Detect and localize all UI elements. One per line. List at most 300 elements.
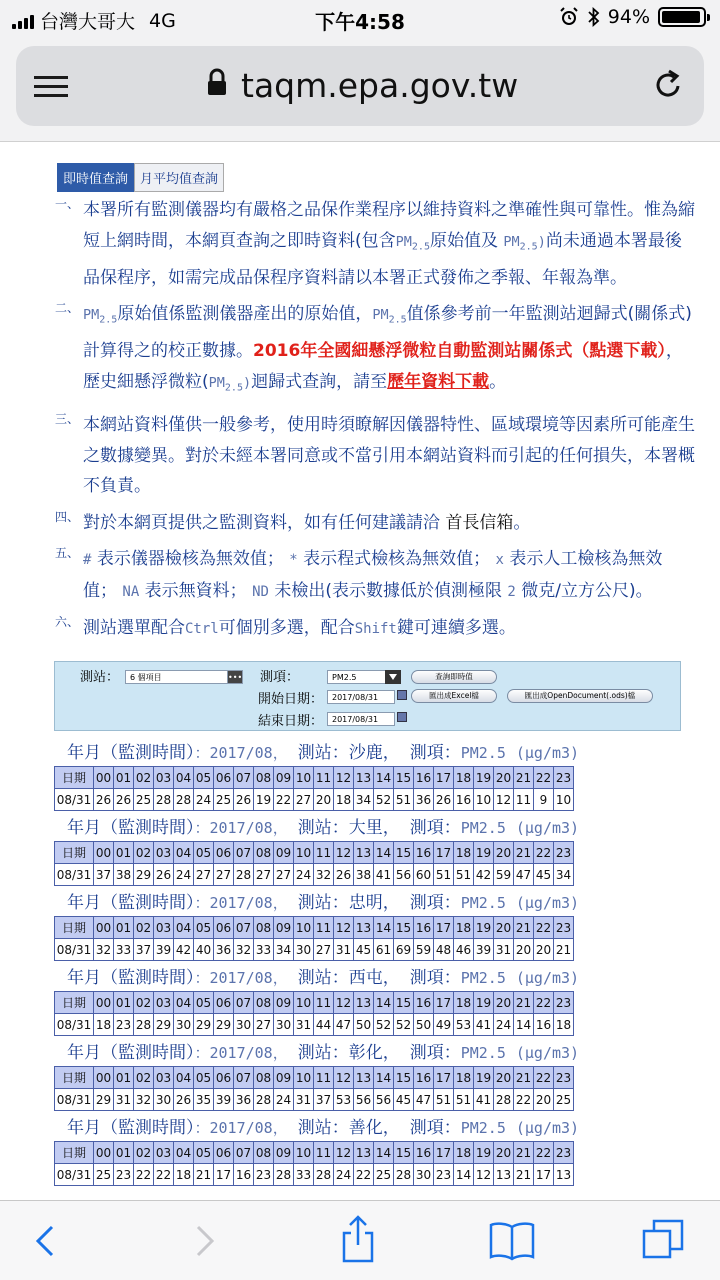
- hour-column-header: 02: [134, 1142, 154, 1164]
- tabs-icon[interactable]: [640, 1217, 686, 1263]
- hour-column-header: 17: [434, 1067, 454, 1089]
- value-cell: 27: [294, 789, 314, 811]
- hour-column-header: 22: [534, 767, 554, 789]
- hour-column-header: 06: [214, 842, 234, 864]
- value-cell: 25: [134, 789, 154, 811]
- alarm-icon: [559, 7, 579, 27]
- hour-column-header: 04: [174, 767, 194, 789]
- pm25-table: [54, 841, 574, 886]
- value-cell: 28: [154, 789, 174, 811]
- value-cell: 42: [174, 939, 194, 961]
- value-cell: 32: [134, 1089, 154, 1111]
- hour-column-header: 13: [354, 992, 374, 1014]
- value-cell: 18: [94, 1014, 114, 1036]
- hour-column-header: 05: [194, 842, 214, 864]
- hour-column-header: 16: [414, 1067, 434, 1089]
- value-cell: 46: [454, 939, 474, 961]
- station-name: 善化: [348, 1118, 383, 1138]
- heading-part: 測項：: [409, 818, 461, 838]
- note-text: 尚未通過本署最後品保程序，如需完成品保程序資料請以本署正式發佈之季報、年報為準。: [83, 230, 682, 288]
- heading-part: 測項：: [409, 968, 461, 988]
- note-text: 原始值係監測儀器產出的原始值，: [117, 304, 373, 325]
- hour-column-header: 10: [294, 992, 314, 1014]
- value-cell: 9: [534, 789, 554, 811]
- value-cell: 24: [334, 1164, 354, 1186]
- note-6: [55, 613, 695, 645]
- hour-column-header: 03: [154, 1067, 174, 1089]
- value-cell: 52: [394, 1014, 414, 1036]
- value-cell: 37: [134, 939, 154, 961]
- date-cell: 08/31: [55, 1164, 94, 1186]
- status-right: [559, 6, 706, 28]
- date-cell: 08/31: [55, 1014, 94, 1036]
- hour-column-header: 15: [394, 917, 414, 939]
- heading-part: ，: [382, 1043, 400, 1063]
- hour-column-header: 09: [274, 767, 294, 789]
- value-cell: 33: [294, 1164, 314, 1186]
- value-cell: 20: [534, 1089, 554, 1111]
- value-cell: 47: [334, 1014, 354, 1036]
- value-cell: 45: [534, 864, 554, 886]
- table-header-row: [55, 1067, 574, 1089]
- value-cell: 35: [194, 1089, 214, 1111]
- value-cell: 38: [354, 864, 374, 886]
- hour-column-header: 00: [94, 767, 114, 789]
- heading-part: 測站：: [297, 893, 349, 913]
- note-text: 表示人工檢核為無效值；: [83, 549, 663, 601]
- value-cell: 31: [114, 1089, 134, 1111]
- value-cell: 22: [134, 1164, 154, 1186]
- value-cell: 14: [514, 1014, 534, 1036]
- table-header-row: [55, 842, 574, 864]
- hour-column-header: 12: [334, 842, 354, 864]
- note-text: 迴歸式查詢，請至: [251, 371, 388, 392]
- value-cell: 27: [194, 864, 214, 886]
- hour-column-header: 02: [134, 917, 154, 939]
- value-cell: 59: [494, 864, 514, 886]
- date-column-header: 日期: [55, 842, 94, 864]
- heading-part: (μg/m3): [515, 744, 580, 762]
- battery-icon: [658, 7, 706, 27]
- hour-column-header: 13: [354, 842, 374, 864]
- heading-part: 年月（監測時間）: [67, 968, 195, 988]
- hour-column-header: 16: [414, 917, 434, 939]
- hour-column-header: 11: [314, 1142, 334, 1164]
- hour-column-header: 21: [514, 1142, 534, 1164]
- hour-column-header: 06: [214, 992, 234, 1014]
- hour-column-header: 10: [294, 767, 314, 789]
- value-cell: 22: [514, 1089, 534, 1111]
- value-cell: 12: [474, 1164, 494, 1186]
- pm25-table: [54, 766, 574, 811]
- hour-column-header: 12: [334, 992, 354, 1014]
- lock-icon: [206, 68, 228, 98]
- hour-column-header: 01: [114, 842, 134, 864]
- value-cell: 18: [554, 1014, 574, 1036]
- export-excel-button[interactable]: 匯出成Excel檔: [411, 689, 497, 703]
- browser-toolbar: [0, 1200, 720, 1280]
- calendar-icon[interactable]: [397, 712, 407, 722]
- value-cell: 26: [154, 864, 174, 886]
- hour-column-header: 06: [214, 917, 234, 939]
- value-cell: 22: [274, 789, 294, 811]
- hour-column-header: 04: [174, 842, 194, 864]
- value-cell: 48: [434, 939, 454, 961]
- hour-column-header: 07: [234, 767, 254, 789]
- hour-column-header: 20: [494, 842, 514, 864]
- address-bar[interactable]: [16, 46, 704, 126]
- hour-column-header: 23: [554, 767, 574, 789]
- heading-part: 測項：: [409, 893, 461, 913]
- hour-column-header: 23: [554, 1067, 574, 1089]
- value-cell: 25: [214, 789, 234, 811]
- hour-column-header: 07: [234, 1067, 254, 1089]
- hour-column-header: 15: [394, 1142, 414, 1164]
- heading-part: ，: [382, 1118, 400, 1138]
- hour-column-header: 09: [274, 1067, 294, 1089]
- hour-column-header: 15: [394, 842, 414, 864]
- hour-column-header: 20: [494, 1142, 514, 1164]
- value-cell: 34: [274, 939, 294, 961]
- value-cell: 23: [114, 1014, 134, 1036]
- symbol: NA: [122, 583, 140, 600]
- note-text: 值係參考前一年監測站迴歸式(關係式)計算得之的校正數據。: [83, 304, 692, 362]
- start-date-input[interactable]: 2017/08/31: [327, 690, 395, 704]
- back-icon[interactable]: [30, 1219, 60, 1263]
- station-block: [54, 815, 579, 890]
- heading-part: 年月（監測時間）: [67, 893, 195, 913]
- url-text[interactable]: taqm.epa.gov.tw: [241, 66, 519, 105]
- hour-column-header: 04: [174, 917, 194, 939]
- end-date-input[interactable]: 2017/08/31: [327, 712, 395, 726]
- calendar-icon[interactable]: [397, 690, 407, 700]
- station-name: 西屯: [348, 968, 383, 988]
- hour-column-header: 03: [154, 842, 174, 864]
- date-column-header: 日期: [55, 767, 94, 789]
- hour-column-header: 00: [94, 1142, 114, 1164]
- reload-icon[interactable]: [652, 68, 684, 102]
- export-ods-button[interactable]: 匯出成OpenDocument(.ods)檔: [507, 689, 653, 703]
- hour-column-header: 18: [454, 917, 474, 939]
- value-cell: 25: [374, 1164, 394, 1186]
- station-name: 忠明: [348, 893, 383, 913]
- value-cell: 28: [254, 1089, 274, 1111]
- note-3: [55, 410, 695, 502]
- hamburger-icon[interactable]: [34, 76, 68, 103]
- value-cell: 51: [454, 864, 474, 886]
- value-cell: 28: [234, 864, 254, 886]
- hour-column-header: 23: [554, 992, 574, 1014]
- hour-column-header: 23: [554, 842, 574, 864]
- station-heading: [54, 890, 579, 916]
- hour-column-header: 08: [254, 767, 274, 789]
- heading-part: PM2.5: [460, 969, 506, 987]
- hour-column-header: 05: [194, 767, 214, 789]
- heading-part: (μg/m3): [515, 1044, 580, 1062]
- value-cell: 32: [234, 939, 254, 961]
- hour-column-header: 14: [374, 1142, 394, 1164]
- pm25-table: [54, 1066, 574, 1111]
- hour-column-header: 10: [294, 842, 314, 864]
- hour-column-header: 19: [474, 1067, 494, 1089]
- value-cell: 18: [174, 1164, 194, 1186]
- value-cell: 47: [514, 864, 534, 886]
- value-cell: 11: [514, 789, 534, 811]
- note-2: [55, 299, 695, 404]
- hour-column-header: 02: [134, 992, 154, 1014]
- value-cell: 23: [114, 1164, 134, 1186]
- heading-part: 年月（監測時間）: [67, 818, 195, 838]
- carrier-name: 台灣大哥大: [40, 11, 136, 33]
- hour-column-header: 12: [334, 917, 354, 939]
- date-cell: 08/31: [55, 939, 94, 961]
- chevron-down-icon[interactable]: [385, 670, 401, 684]
- hour-column-header: 12: [334, 767, 354, 789]
- value-cell: 39: [474, 939, 494, 961]
- date-column-header: 日期: [55, 1142, 94, 1164]
- hour-column-header: 19: [474, 842, 494, 864]
- item-select[interactable]: PM2.5: [327, 670, 401, 684]
- station-block: [54, 965, 579, 1040]
- value-cell: 27: [274, 864, 294, 886]
- heading-part: ，: [382, 818, 400, 838]
- date-cell: 08/31: [55, 789, 94, 811]
- value-cell: 53: [334, 1089, 354, 1111]
- heading-part: PM2.5: [460, 1119, 506, 1137]
- bookmarks-icon[interactable]: [488, 1219, 536, 1263]
- value-cell: 32: [94, 939, 114, 961]
- value-cell: 30: [274, 1014, 294, 1036]
- heading-part: 年月（監測時間）: [67, 1118, 195, 1138]
- note-text: 對於本網頁提供之監測資料，如有任何建議請洽: [83, 512, 440, 533]
- heading-part: ：2017/08，: [194, 969, 288, 987]
- value-cell: 40: [194, 939, 214, 961]
- hour-column-header: 01: [114, 992, 134, 1014]
- note-text: ，歷史細懸浮微粒(: [83, 341, 683, 392]
- value-cell: 26: [434, 789, 454, 811]
- hour-column-header: 14: [374, 917, 394, 939]
- tab-realtime[interactable]: 即時值查詢: [57, 163, 134, 192]
- notice-list: [55, 195, 695, 645]
- table-header-row: [55, 992, 574, 1014]
- heading-part: 測項：: [409, 743, 461, 763]
- date-cell: 08/31: [55, 864, 94, 886]
- forward-icon[interactable]: [190, 1219, 220, 1263]
- value-cell: 31: [494, 939, 514, 961]
- hour-column-header: 18: [454, 767, 474, 789]
- value-cell: 24: [194, 789, 214, 811]
- heading-part: (μg/m3): [515, 894, 580, 912]
- hour-column-header: 00: [94, 917, 114, 939]
- station-name: 大里: [348, 818, 383, 838]
- hour-column-header: 11: [314, 992, 334, 1014]
- hour-column-header: 05: [194, 992, 214, 1014]
- data-blocks: [54, 740, 579, 1190]
- heading-part: PM2.5: [460, 819, 506, 837]
- value-cell: 33: [254, 939, 274, 961]
- director-mailbox-link[interactable]: 首長信箱: [445, 512, 514, 533]
- value-cell: 59: [414, 939, 434, 961]
- value-cell: 37: [94, 864, 114, 886]
- value-cell: 39: [214, 1089, 234, 1111]
- item-label: 測項：: [260, 670, 300, 685]
- station-select[interactable]: 6 個項目: [125, 670, 243, 684]
- date-column-header: 日期: [55, 917, 94, 939]
- query-button[interactable]: 查詢即時值: [411, 670, 497, 684]
- value-cell: 45: [394, 1089, 414, 1111]
- value-cell: 49: [434, 1014, 454, 1036]
- hour-column-header: 12: [334, 1067, 354, 1089]
- hour-column-header: 16: [414, 992, 434, 1014]
- value-cell: 24: [274, 1089, 294, 1111]
- hour-column-header: 00: [94, 842, 114, 864]
- value-cell: 24: [294, 864, 314, 886]
- pm25-table: [54, 916, 574, 961]
- value-cell: 26: [234, 789, 254, 811]
- share-icon[interactable]: [338, 1215, 378, 1265]
- hour-column-header: 04: [174, 1067, 194, 1089]
- value-cell: 50: [414, 1014, 434, 1036]
- key-name: Shift: [354, 621, 397, 638]
- heading-part: (μg/m3): [515, 1119, 580, 1137]
- hour-column-header: 05: [194, 917, 214, 939]
- hour-column-header: 01: [114, 917, 134, 939]
- value-cell: 21: [554, 939, 574, 961]
- heading-part: 測站：: [297, 743, 349, 763]
- value-cell: 37: [314, 1089, 334, 1111]
- symbol: #: [83, 552, 92, 569]
- value-cell: 16: [234, 1164, 254, 1186]
- historical-data-link[interactable]: 歷年資料下載: [387, 371, 490, 392]
- value-cell: 25: [94, 1164, 114, 1186]
- station-heading: [54, 815, 579, 841]
- value-cell: 56: [374, 1089, 394, 1111]
- hour-column-header: 06: [214, 1067, 234, 1089]
- value-cell: 23: [254, 1164, 274, 1186]
- hour-column-header: 22: [534, 842, 554, 864]
- note-text: 未檢出(表示數據低於偵測極限: [274, 580, 502, 601]
- value-cell: 29: [194, 1014, 214, 1036]
- hour-column-header: 19: [474, 992, 494, 1014]
- hour-column-header: 08: [254, 842, 274, 864]
- hour-column-header: 15: [394, 1067, 414, 1089]
- value-cell: 56: [394, 864, 414, 886]
- value-cell: 36: [414, 789, 434, 811]
- heading-part: 測站：: [297, 968, 349, 988]
- heading-part: 年月（監測時間）: [67, 1043, 195, 1063]
- hour-column-header: 22: [534, 1067, 554, 1089]
- hour-column-header: 22: [534, 917, 554, 939]
- value-cell: 30: [234, 1014, 254, 1036]
- heading-part: (μg/m3): [515, 819, 580, 837]
- value-cell: 21: [194, 1164, 214, 1186]
- note-1: [55, 195, 695, 293]
- value-cell: 16: [534, 1014, 554, 1036]
- hour-column-header: 10: [294, 1067, 314, 1089]
- value-cell: 34: [554, 864, 574, 886]
- value-cell: 24: [174, 864, 194, 886]
- value-cell: 23: [434, 1164, 454, 1186]
- key-name: Ctrl: [185, 621, 219, 638]
- query-tabs: [57, 163, 224, 192]
- value-cell: 41: [374, 864, 394, 886]
- value-cell: 31: [294, 1089, 314, 1111]
- value-cell: 38: [114, 864, 134, 886]
- hour-column-header: 06: [214, 767, 234, 789]
- hour-column-header: 07: [234, 842, 254, 864]
- hour-column-header: 18: [454, 842, 474, 864]
- query-form: [54, 661, 681, 731]
- note-number: 一、: [55, 197, 80, 211]
- more-icon[interactable]: •••: [227, 670, 243, 684]
- hour-column-header: 08: [254, 992, 274, 1014]
- hour-column-header: 09: [274, 917, 294, 939]
- value-cell: 26: [114, 789, 134, 811]
- value-cell: 17: [534, 1164, 554, 1186]
- browser-chrome: [0, 38, 720, 142]
- pm25-table: [54, 1141, 574, 1186]
- hour-column-header: 20: [494, 767, 514, 789]
- value-cell: 17: [214, 1164, 234, 1186]
- tab-monthly-average[interactable]: 月平均值查詢: [134, 163, 224, 192]
- hour-column-header: 13: [354, 767, 374, 789]
- value-cell: 69: [394, 939, 414, 961]
- symbol: x: [495, 552, 504, 569]
- hour-column-header: 09: [274, 842, 294, 864]
- pm25-label: $PM_{2.5}$: [395, 233, 430, 253]
- note-number: 四、: [55, 509, 80, 524]
- hour-column-header: 16: [414, 767, 434, 789]
- value-cell: 30: [294, 939, 314, 961]
- station-name: 彰化: [348, 1043, 383, 1063]
- table-row: [55, 789, 574, 811]
- value-cell: 22: [354, 1164, 374, 1186]
- hour-column-header: 21: [514, 767, 534, 789]
- note-5: [55, 544, 695, 607]
- table-row: [55, 939, 574, 961]
- value-cell: 27: [314, 939, 334, 961]
- value-cell: 26: [94, 789, 114, 811]
- value-cell: 53: [454, 1014, 474, 1036]
- hour-column-header: 07: [234, 1142, 254, 1164]
- hour-column-header: 17: [434, 767, 454, 789]
- note-text: 表示無資料；: [144, 580, 247, 601]
- table-row: [55, 1014, 574, 1036]
- station-block: [54, 740, 579, 815]
- heading-part: ：2017/08，: [194, 1119, 288, 1137]
- value-cell: 47: [414, 1089, 434, 1111]
- start-date-label: 開始日期：: [258, 692, 324, 707]
- station-heading: [54, 1040, 579, 1066]
- value-cell: 28: [274, 1164, 294, 1186]
- value-cell: 21: [514, 1164, 534, 1186]
- value-cell: 14: [454, 1164, 474, 1186]
- hour-column-header: 00: [94, 1067, 114, 1089]
- date-column-header: 日期: [55, 1067, 94, 1089]
- value-cell: 34: [354, 789, 374, 811]
- hour-column-header: 16: [414, 1142, 434, 1164]
- regression-download-link[interactable]: 2016年全國細懸浮微粒自動監測站關係式（點選下載）: [253, 341, 666, 362]
- heading-part: 年月（監測時間）: [67, 743, 195, 763]
- note-4: [55, 508, 695, 539]
- value-cell: 20: [314, 789, 334, 811]
- value-cell: 45: [354, 939, 374, 961]
- hour-column-header: 11: [314, 917, 334, 939]
- note-number: 五、: [55, 546, 80, 561]
- hour-column-header: 12: [334, 1142, 354, 1164]
- note-text: 。: [489, 371, 507, 392]
- note-text: 原始值及: [429, 230, 498, 251]
